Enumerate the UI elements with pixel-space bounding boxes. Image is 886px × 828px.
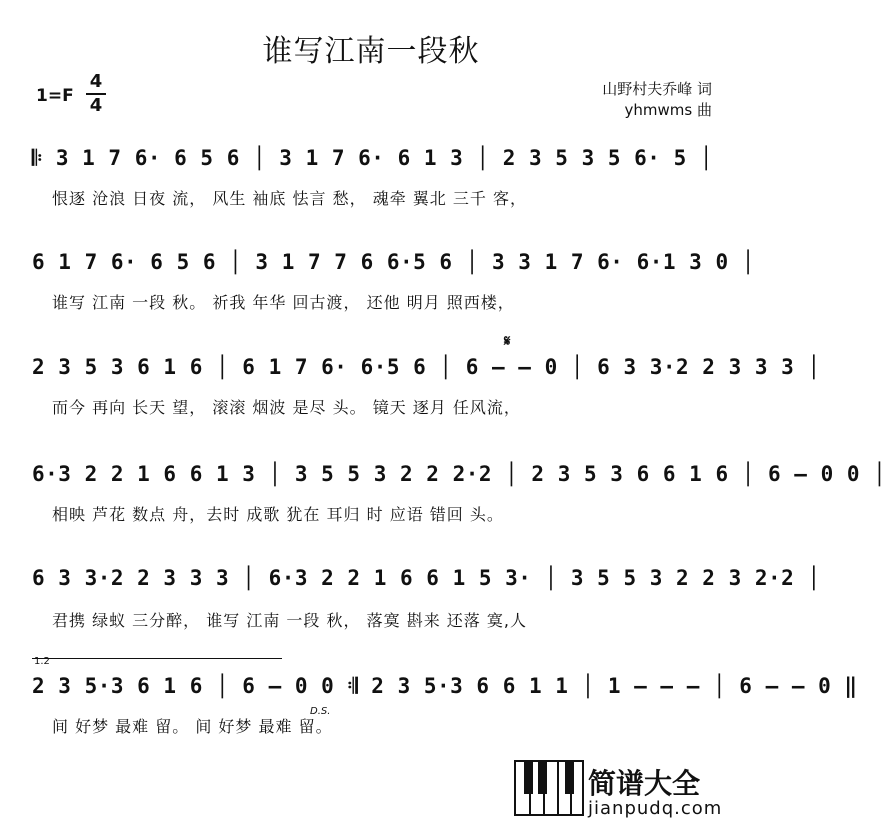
score-row-2-lyrics: 谁写 江南 一段 秋。 祈我 年华 回古渡， 还他 明月 照西楼， [52,293,515,312]
piano-icon [514,760,584,816]
time-signature-top: 4 [89,71,103,92]
time-signature [84,72,108,116]
score-row-4-notes: 6·3 2 2 1 6 6 1 3 │ 3 5 5 3 2 2 2·2 │ 2 3 5 3 6 6 1 6 │ 6 – 0 0 │ [32,462,886,486]
logo-url: jianpudq.com [588,798,723,819]
volta-bracket [32,658,282,659]
score-row-6-notes: 2 3 5·3 6 1 6 │ 6 – 0 0 𝄇 2 3 5·3 6 6 1 1 │ 1 – – – │ 6 – – 0 ‖ [32,674,858,698]
score-row-4-lyrics: 相映 芦花 数点 舟，去时 成歌 犹在 耳归 时 应语 错回 头。 [52,505,504,524]
score-row-5-lyrics: 君携 绿蚁 三分醉， 谁写 江南 一段 秋， 落寞 斟来 还落 寞,人 [52,611,527,630]
score-row-1-notes: 𝄆 3 1 7 6· 6 5 6 │ 3 1 7 6· 6 1 3 │ 2 3 5 3 5 6· 5 │ [32,146,714,170]
song-title: 谁写江南一段秋 [262,34,480,69]
score-row-2-notes: 6 1 7 6· 6 5 6 │ 3 1 7 7 6 6·5 6 │ 3 3 1 7 6· 6·1 3 0 │ [32,250,755,274]
volta-label: 1.2 [34,656,50,667]
score-row-1-lyrics: 恨逐 沧浪 日夜 流， 风生 袖底 怯言 愁， 魂牵 翼北 三千 客， [52,189,527,208]
time-signature-bottom: 4 [89,95,103,116]
score-row-3-lyrics: 而今 再向 长天 望， 滚滚 烟波 是尽 头。 镜天 逐月 任风流， [52,398,521,417]
score-row-3-notes: 2 3 5 3 6 1 6 │ 6 1 7 6· 6·5 6 │ 6 – – 0 │ 6 3 3·2 2 3 3 3 │ [32,355,821,379]
dal-segno-mark: D.S. [310,706,331,717]
score-row-5-notes: 6 3 3·2 2 3 3 3 │ 6·3 2 2 1 6 6 1 5 3· │ 3 5 5 3 2 2 3 2·2 │ [32,566,821,590]
composer-credit: yhmwms 曲 [624,101,712,119]
score-row-6-lyrics: 间 好梦 最难 留。 间 好梦 最难 留。 [52,717,333,736]
key-signature: 1=F [36,86,74,106]
logo-name: 简谱大全 [588,767,701,800]
segno-sign: 𝄋 [504,332,511,350]
lyricist-credit: 山野村夫乔峰 词 [602,80,712,98]
